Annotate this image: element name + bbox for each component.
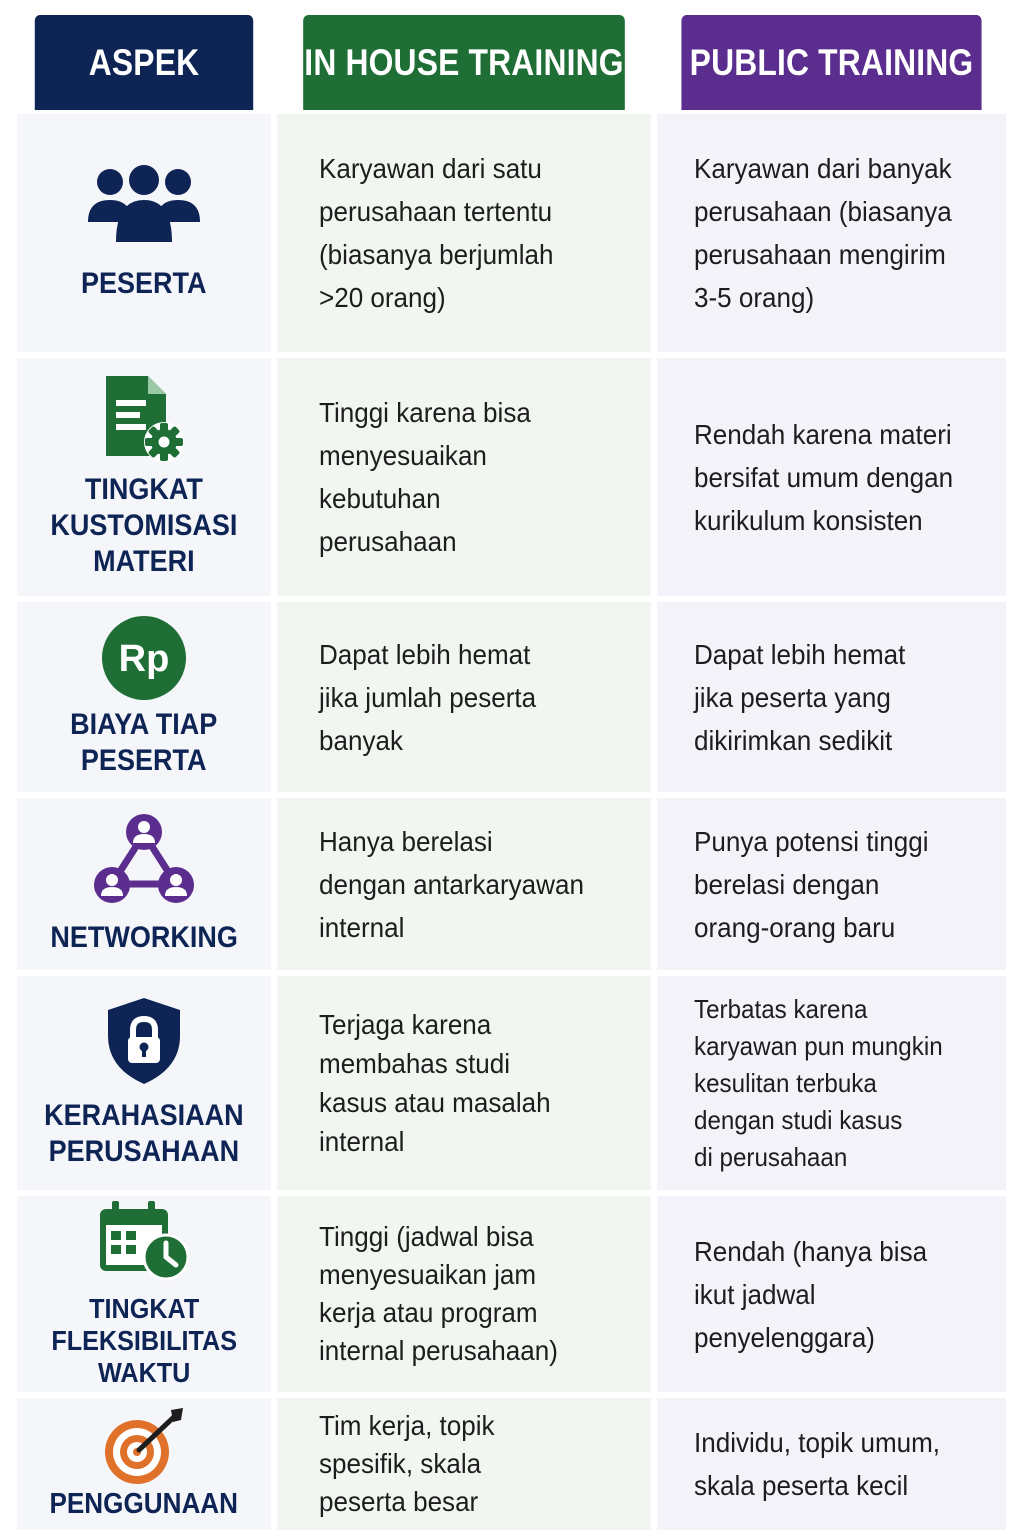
row-penggunaan-in-house (277, 1398, 651, 1530)
rupiah-symbol: Rp (118, 638, 170, 680)
people-group-icon (86, 164, 202, 244)
row-fleksibilitas-public (657, 1196, 1006, 1392)
header-aspect: ASPEK (35, 15, 253, 110)
row-peserta-in-house (277, 114, 651, 352)
row-networking-in-house (277, 798, 651, 970)
cell-text: Karyawan dari banyak perusahaan (biasanya perusahaan mengirim 3-5 orang) (694, 153, 952, 313)
header-public-training: PUBLIC TRAINING (681, 15, 981, 110)
aspect-label: PESERTA (81, 267, 207, 300)
cell-text: Dapat lebih hemat jika peserta yang dikirimkan sedikit (694, 638, 906, 756)
row-networking-public (657, 798, 1006, 970)
cell-text: Individu, topik umum, skala peserta kecil (694, 1427, 941, 1501)
target-arrow-icon (101, 1406, 187, 1486)
row-fleksibilitas-in-house (277, 1196, 651, 1392)
row-biaya-aspect (17, 602, 271, 792)
aspect-label: KERAHASIAAN PERUSAHAAN (44, 1099, 244, 1168)
cell-text: Dapat lebih hemat jika jumlah peserta banyak (319, 638, 537, 756)
aspect-label: PENGGUNAAN (49, 1488, 239, 1520)
cell-text: Rendah karena materi bersifat umum dengan kurikulum konsisten (694, 418, 954, 536)
row-networking-aspect (17, 798, 271, 970)
cell-text: Terjaga karena membahas studi kasus atau masalah internal (319, 1009, 551, 1157)
calendar-clock-icon (96, 1199, 192, 1281)
row-kustomisasi-in-house (277, 358, 651, 596)
aspect-label: TINGKAT KUSTOMISASI MATERI (50, 473, 238, 578)
row-kustomisasi-public (657, 358, 1006, 596)
aspect-label: TINGKAT FLEKSIBILITAS WAKTU (51, 1293, 237, 1388)
row-kerahasiaan-in-house (277, 976, 651, 1190)
cell-text: Hanya berelasi dengan antarkaryawan internal (319, 825, 584, 943)
row-kustomisasi-aspect (17, 358, 271, 596)
cell-text: Tinggi karena bisa menyesuaikan kebutuhan perusahaan (319, 397, 531, 557)
cell-text: Rendah (hanya bisa ikut jadwal penyelenggara) (694, 1235, 928, 1353)
header-in-house-training: IN HOUSE TRAINING (303, 15, 625, 110)
cell-text: Tim kerja, topik spesifik, skala peserta besar (319, 1410, 495, 1517)
aspect-label: BIAYA TIAP PESERTA (70, 708, 218, 777)
row-penggunaan-aspect (17, 1398, 271, 1530)
shield-lock-icon (104, 996, 184, 1086)
cell-text: Karyawan dari satu perusahaan tertentu (biasanya berjumlah >20 orang) (319, 153, 554, 313)
aspect-label: NETWORKING (50, 921, 238, 954)
row-peserta-aspect (17, 114, 271, 352)
network-people-icon (94, 812, 194, 906)
row-kerahasiaan-public (657, 976, 1006, 1190)
row-biaya-in-house (277, 602, 651, 792)
row-fleksibilitas-aspect (17, 1196, 271, 1392)
row-peserta-public (657, 114, 1006, 352)
cell-text: Tinggi (jadwal bisa menyesuaikan jam kerja atau program internal perusahaan) (319, 1221, 558, 1366)
cell-text: Punya potensi tinggi berelasi dengan orang-orang baru (694, 825, 929, 943)
row-kerahasiaan-aspect (17, 976, 271, 1190)
cell-text: Terbatas karena karyawan pun mungkin kesulitan terbuka dengan studi kasus di perusahaan (694, 993, 943, 1172)
document-gear-icon (102, 374, 186, 464)
rupiah-coin-icon (101, 615, 187, 701)
row-penggunaan-public (657, 1398, 1006, 1530)
row-biaya-public (657, 602, 1006, 792)
